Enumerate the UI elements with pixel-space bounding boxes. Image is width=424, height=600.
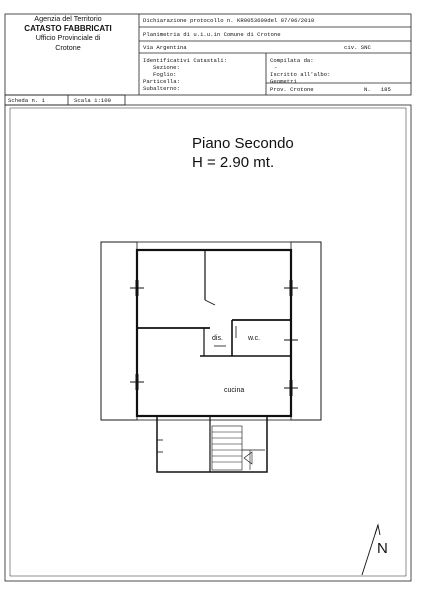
- room-label-wc: w.c.: [248, 335, 261, 342]
- number-field: N. 185: [364, 86, 391, 93]
- prov-field: Prov. Crotone: [270, 86, 314, 93]
- office-line2: CATASTO FABBRICATI: [24, 23, 112, 33]
- scheda-scale: Scala 1:100: [74, 97, 111, 104]
- office-line4: Crotone: [55, 42, 81, 52]
- office-line3: Ufficio Provinciale di: [35, 33, 101, 42]
- room-label-cucina: cucina: [224, 387, 245, 394]
- scheda-number: Scheda n. 1: [8, 97, 45, 104]
- address-street: Via Argentina: [143, 44, 187, 51]
- declaration-line: Dichiarazione protocollo n. KR0053609del 07/06/2010: [143, 17, 315, 24]
- north-label: N: [377, 540, 388, 557]
- compiled-block: Compilata da: - Iscritto all'albo: Geometri: [270, 57, 331, 85]
- identifiers-block: Identificativi Catastali: Sezione: Foglio: Particella: Subalterno:: [143, 57, 227, 92]
- planimetria-line: Planimetria di u.i.u.in Comune di Crotone: [143, 31, 281, 38]
- address-civ: civ. SNC: [344, 44, 371, 51]
- office-line1: Agenzia del Territorio: [34, 14, 102, 23]
- floor-title: Piano Secondo: [192, 135, 294, 152]
- office-block: [6, 14, 130, 52]
- room-label-dis: dis.: [212, 335, 223, 342]
- floor-height: H = 2.90 mt.: [192, 154, 275, 171]
